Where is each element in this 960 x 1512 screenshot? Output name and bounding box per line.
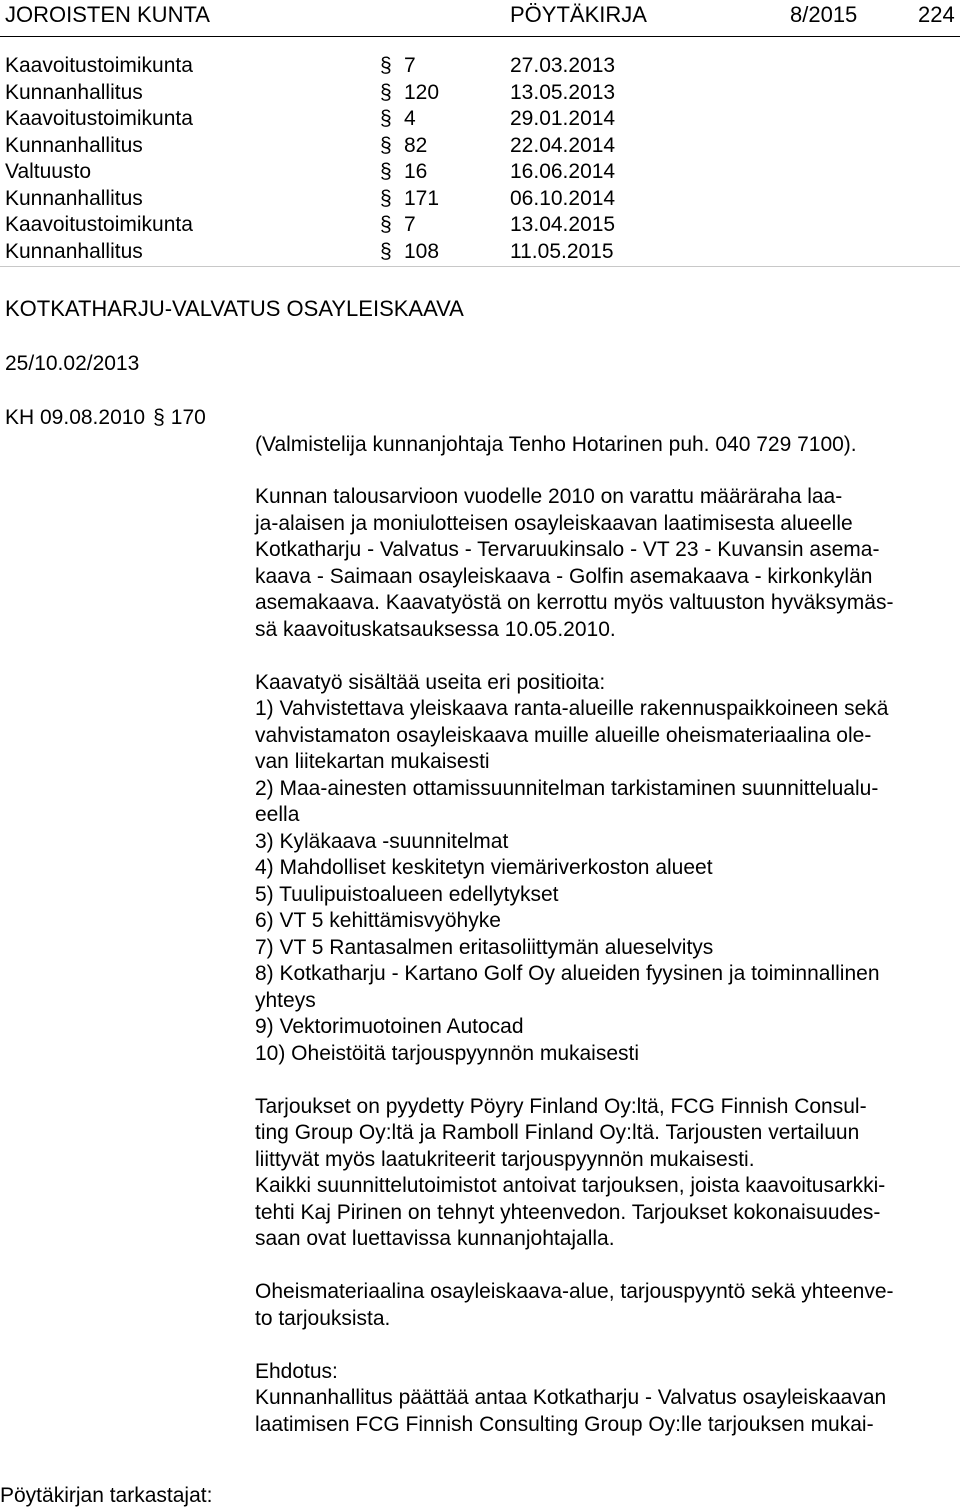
history-body: Valtuusto	[5, 160, 91, 183]
text-line: Kotkatharju - Valvatus - Tervaruukinsalo - VT 23 - Kuvansin asema-	[255, 538, 880, 561]
text-line: 4) Mahdolliset keskitetyn viemäriverkoston alueet	[255, 856, 713, 879]
section-sign: §	[380, 160, 392, 183]
history-section-number: 7	[404, 54, 416, 77]
preparer-note: (Valmistelija kunnanjohtaja Tenho Hotarinen puh. 040 729 7100).	[255, 433, 857, 456]
history-row	[0, 107, 960, 134]
history-body: Kaavoitustoimikunta	[5, 213, 193, 236]
text-line: to tarjouksista.	[255, 1306, 391, 1330]
kh-date: KH 09.08.2010	[5, 406, 146, 429]
decision-body	[255, 485, 955, 1439]
text-line: Kaikki suunnittelutoimistot antoivat tarjouksen, joista kaavoitusarkki-	[255, 1174, 886, 1197]
section-sign: §	[380, 107, 392, 130]
handling-history	[0, 54, 960, 267]
history-row	[0, 81, 960, 108]
text-line: 2) Maa-ainesten ottamissuunnitelman tarkistaminen suunnittelualu-	[255, 776, 879, 800]
document-type: PÖYTÄKIRJA	[510, 2, 647, 27]
history-section-number: 171	[404, 186, 440, 210]
history-row	[0, 240, 960, 267]
paragraph-gap	[255, 1068, 955, 1095]
section-sign: §	[153, 406, 165, 429]
history-section-number: 120	[404, 80, 440, 104]
text-line: van liitekartan mukaisesti	[255, 750, 490, 773]
paragraph	[255, 1095, 955, 1254]
text-line: 3) Kyläkaava -suunnitelmat	[255, 829, 509, 853]
history-date: 27.03.2013	[510, 54, 616, 77]
text-line: asemakaava. Kaavatyöstä on kerrottu myös valtuuston hyväksymäs-	[255, 591, 894, 614]
history-body: Kunnanhallitus	[5, 239, 143, 263]
section-sign: §	[380, 239, 392, 263]
history-section-number: 7	[404, 213, 416, 236]
text-line: kaava - Saimaan osayleiskaava - Golfin asemakaava - kirkonkylän	[255, 564, 873, 588]
text-line: 8) Kotkatharju - Kartano Golf Oy alueiden fyysinen ja toiminnallinen	[255, 962, 880, 985]
text-line: 1) Vahvistettava yleiskaava ranta-alueille rakennuspaikkoineen sekä	[255, 697, 889, 720]
text-line: yhteys	[255, 988, 316, 1012]
section-sign: §	[380, 133, 392, 157]
history-body: Kunnanhallitus	[5, 80, 143, 104]
page-number: 224	[918, 2, 955, 27]
history-body: Kunnanhallitus	[5, 186, 143, 210]
history-body: Kunnanhallitus	[5, 133, 143, 157]
kh-reference	[5, 406, 206, 430]
paragraph-gap	[255, 1333, 955, 1360]
text-line: eella	[255, 803, 300, 826]
text-line: 7) VT 5 Rantasalmen eritasoliittymän alueselvitys	[255, 935, 714, 959]
section-sign: §	[380, 80, 392, 104]
section-sign: §	[380, 213, 392, 236]
text-line: 10) Oheistöitä tarjouspyynnön mukaisesti	[255, 1041, 640, 1065]
history-date: 13.05.2013	[510, 80, 616, 104]
history-row	[0, 187, 960, 214]
section-title: KOTKATHARJU-VALVATUS OSAYLEISKAAVA	[5, 296, 464, 321]
history-date: 16.06.2014	[510, 160, 616, 183]
page-header	[0, 0, 960, 37]
text-line: laatimisen FCG Finnish Consulting Group Oy:lle tarjouksen mukai-	[255, 1412, 874, 1436]
text-line: ja-alaisen ja moniulotteisen osayleiskaavan laatimisesta alueelle	[255, 511, 853, 535]
history-body: Kaavoitustoimikunta	[5, 107, 193, 130]
text-line: 6) VT 5 kehittämisvyöhyke	[255, 909, 501, 932]
history-section-number: 82	[404, 133, 428, 157]
paragraph	[255, 485, 955, 644]
section-sign: §	[380, 54, 392, 77]
history-date: 29.01.2014	[510, 107, 616, 130]
history-row	[0, 134, 960, 161]
meeting-number: 8/2015	[790, 2, 858, 27]
text-line: tehti Kaj Pirinen on tehnyt yhteenvedon. Tarjoukset kokonaisuudes-	[255, 1200, 881, 1224]
paragraph-gap	[255, 644, 955, 671]
history-row	[0, 54, 960, 81]
paragraph-gap	[255, 1254, 955, 1281]
text-line: Ehdotus:	[255, 1359, 338, 1383]
text-line: liittyvät myös laatukriteerit tarjouspyynnön mukaisesti.	[255, 1147, 755, 1171]
text-line: 9) Vektorimuotoinen Autocad	[255, 1015, 524, 1038]
text-line: sä kaavoituskatsauksessa 10.05.2010.	[255, 617, 616, 641]
text-line: Kaavatyö sisältää useita eri positioita:	[255, 670, 606, 694]
paragraph	[255, 1360, 955, 1440]
paragraph	[255, 671, 955, 1069]
history-row	[0, 213, 960, 240]
paragraph	[255, 1280, 955, 1333]
history-date: 13.04.2015	[510, 213, 616, 236]
kh-section-number: 170	[170, 406, 206, 429]
minutes-checkers-label: Pöytäkirjan tarkastajat:	[0, 1484, 213, 1507]
section-sign: §	[380, 186, 392, 210]
history-row	[0, 160, 960, 187]
text-line: 5) Tuulipuistoalueen edellytykset	[255, 882, 559, 906]
history-body: Kaavoitustoimikunta	[5, 54, 193, 77]
history-date: 06.10.2014	[510, 186, 616, 210]
history-section-number: 16	[404, 160, 428, 183]
text-line: Oheismateriaalina osayleiskaava-alue, tarjouspyyntö sekä yhteenve-	[255, 1280, 894, 1303]
history-section-number: 108	[404, 239, 440, 263]
text-line: ting Group Oy:ltä ja Ramboll Finland Oy:ltä. Tarjousten vertailuun	[255, 1121, 860, 1144]
text-line: Kunnan talousarvioon vuodelle 2010 on varattu määräraha laa-	[255, 485, 843, 508]
history-date: 22.04.2014	[510, 133, 616, 157]
history-date: 11.05.2015	[510, 239, 614, 263]
text-line: vahvistamaton osayleiskaava muille alueille oheismateriaalina ole-	[255, 723, 872, 747]
text-line: Tarjoukset on pyydetty Pöyry Finland Oy:ltä, FCG Finnish Consul-	[255, 1094, 867, 1118]
diary-number: 25/10.02/2013	[5, 352, 140, 375]
text-line: Kunnanhallitus päättää antaa Kotkatharju - Valvatus osayleiskaavan	[255, 1386, 887, 1409]
municipality-name: JOROISTEN KUNTA	[5, 2, 210, 27]
history-section-number: 4	[404, 107, 416, 130]
text-line: saan ovat luettavissa kunnanjohtajalla.	[255, 1227, 615, 1250]
